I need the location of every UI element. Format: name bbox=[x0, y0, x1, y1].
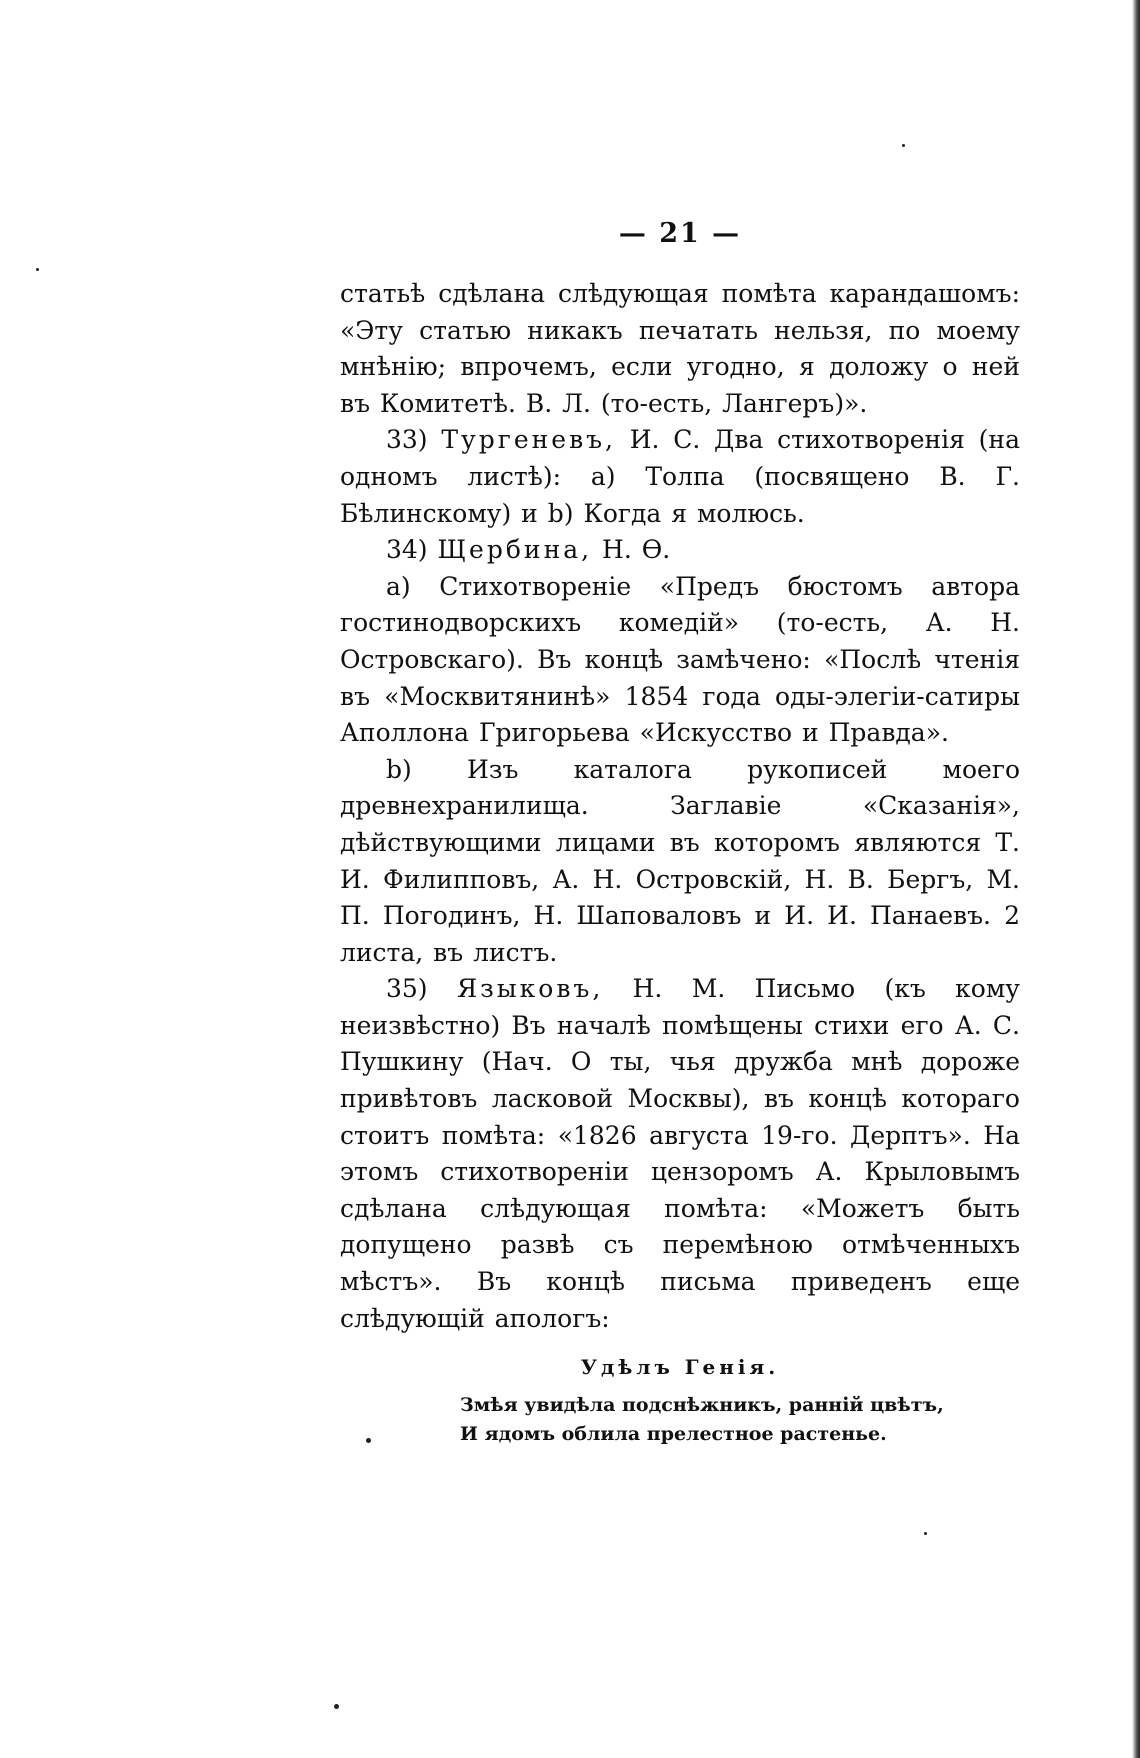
entry-number: 33) bbox=[386, 425, 428, 455]
page-edge-shadow bbox=[1132, 0, 1140, 1758]
entry-34-a: a) Стихотвореніе «Предъ бюстомъ автора гостинодворскихъ комедій» (то-есть, А. Н. Островскаго). Въ концѣ замѣчено: «Послѣ чтенія въ «Москвитянинѣ» 1854 года оды-элегіи-сатиры Аполлона Григорьева «Искусство и Правда». bbox=[340, 571, 1020, 748]
poem-line: Змѣя увидѣла подснѣжникъ, ранній цвѣтъ, bbox=[460, 1394, 944, 1417]
entry-author: Щербина, bbox=[437, 535, 593, 565]
entry-34 bbox=[340, 532, 1020, 569]
poem-body bbox=[460, 1391, 1020, 1449]
entry-34-b: b) Изъ каталога рукописей моего древнехранилища. Заглавіе «Сказанія», дѣйствующими лицами въ которомъ являются Т. И. Филипповъ, А. Н. Островскій, Н. В. Бергъ, М. П. Погодинъ, Н. Шаповаловъ и И. И. Панаевъ. 2 листа, въ листъ. bbox=[340, 754, 1020, 967]
entry-author: Языковъ, bbox=[456, 974, 604, 1004]
entry-text: И. С. Два стихотворенія (на одномъ листѣ): a) Толпа (посвящено В. Г. Бѣлинскому) и b) Когда я молюсь. bbox=[340, 425, 1020, 528]
entry-author: Тургеневъ, bbox=[441, 425, 616, 455]
entry-text: Н. М. Письмо (къ кому неизвѣстно) Въ началѣ помѣщены стихи его А. С. Пушкину (Нач. О ты, чья дружба мнѣ дороже привѣтовъ ласковой Москвы), въ концѣ котораго стоитъ помѣта: «1826 августа 19-го. Дерптъ». На этомъ стихотвореніи цензоромъ А. Крыловымъ сдѣлана слѣдующая помѣта: «Можетъ быть допущено развѣ съ перемѣною отмѣченныхъ мѣстъ». Въ концѣ письма приведенъ еще слѣдующій апологъ: bbox=[340, 974, 1020, 1333]
ink-speck bbox=[902, 144, 905, 147]
poem-title: Удѣлъ Генія. bbox=[580, 1355, 780, 1380]
paragraph-continuation: статьѣ сдѣлана слѣдующая помѣта карандашомъ: «Эту статью никакъ печатать нельзя, по моему мнѣнію; впрочемъ, если угодно, я доложу о ней въ Комитетѣ. В. Л. (то-есть, Лангеръ)». bbox=[340, 279, 1020, 418]
entry-35 bbox=[340, 971, 1020, 1337]
ink-speck bbox=[924, 1532, 927, 1535]
page-number: — 21 — bbox=[618, 218, 742, 249]
main-text bbox=[340, 276, 1020, 1449]
entry-text: Н. Ѳ. bbox=[602, 535, 671, 565]
ink-speck bbox=[36, 268, 39, 271]
ink-speck bbox=[334, 1704, 339, 1709]
entry-33 bbox=[340, 422, 1020, 532]
entry-number: 34) bbox=[386, 535, 428, 565]
entry-number: 35) bbox=[386, 974, 428, 1004]
poem-line: И ядомъ облила прелестное растенье. bbox=[460, 1423, 887, 1446]
